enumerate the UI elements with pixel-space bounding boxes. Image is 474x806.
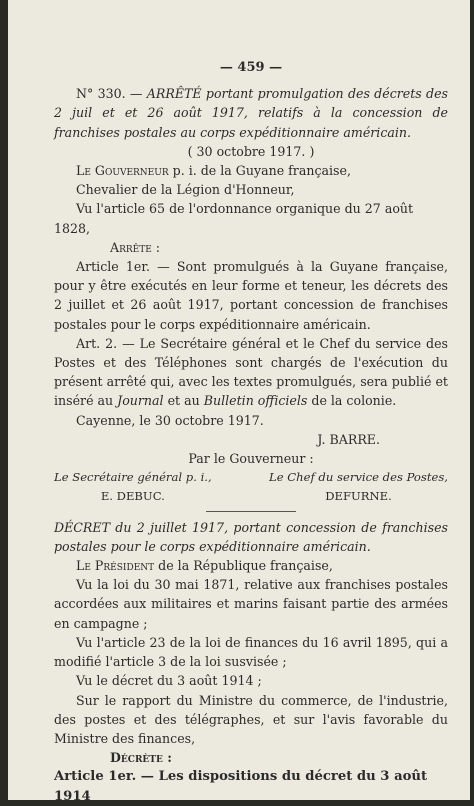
bulletin-ref: Bulletin officiels — [203, 393, 308, 409]
gouverneur-label: Le Gouverneur — [76, 163, 169, 179]
vu-2: Vu l'article 23 de la loi de finances du 16 avril 1895, qui a modifié l'article 3 de la loi susvisée ; — [54, 634, 448, 670]
president-label: Le Président — [76, 558, 155, 574]
gouverneur-rest: p. i. de la Guyane française, — [168, 163, 351, 179]
par-le-gouverneur: Par le Gouverneur : — [188, 451, 314, 467]
arrete-date: ( 30 octobre 1917. ) — [187, 143, 315, 159]
arrete-label: Arrête : — [110, 239, 161, 255]
decret-title: DÉCRET du 2 juillet 1917, portant concession de franchises postales pour le corps expéditionnaire américain. — [54, 519, 448, 554]
journal-ref: Journal — [117, 393, 164, 409]
left-name: E. DEBUC. — [100, 489, 165, 504]
section-divider — [206, 511, 296, 512]
signatory-left — [54, 468, 212, 506]
article-2-text-c: de la colonie. — [307, 393, 397, 409]
vu-3: Vu le décret du 3 août 1914 ; — [76, 673, 262, 689]
place-date: Cayenne, le 30 octobre 1917. — [76, 412, 264, 428]
president-line — [54, 556, 448, 575]
vu-1: Vu la loi du 30 mai 1871, relative aux franchises postales accordées aux militaires et marins faisant partie des armées en campagne ; — [54, 577, 448, 631]
chevalier-line: Chevalier de la Légion d'Honneur, — [76, 182, 295, 198]
right-name: DEFURNE. — [325, 489, 392, 504]
vu-line: Vu l'article 65 de l'ordonnance organique du 27 août 1828, — [54, 201, 414, 236]
arrete-title: — ARRÊTÉ portant promulgation des décrets des 2 juil et et 26 août 1917, relatifs à la concession de franchises postales au corps expéditionnaire américain. — [54, 86, 448, 140]
decrete-label: Décrète : — [110, 750, 172, 766]
sur-le-rapport: Sur le rapport du Ministre du commerce, de l'industrie, des postes et des télégraphes, et sur l'avis favorable du Ministre des finances, — [54, 692, 448, 746]
page-number: — 459 — — [219, 60, 283, 75]
article-2-text-a: Art. 2. — Le Secrétaire général et le Chef du service des Postes et des Téléphones sont chargés de l'exécution du présent arrêté qui, avec les textes promulgués, sera publié et inséré au — [54, 335, 448, 409]
signatory-right — [269, 468, 448, 506]
signature: J. BARRE. — [317, 431, 380, 447]
article-2 — [54, 334, 448, 411]
arrete-heading — [54, 84, 448, 142]
signatories — [54, 468, 448, 506]
article-1: Article 1er. — Sont promulgués à la Guyane française, pour y être exécutés en leur forme et teneur, les décrets des 2 juillet et 26 août 1917, portant concession de franchises postales pour le corps expéditionnaire américain. — [54, 259, 448, 332]
left-title: Le Secrétaire général p. i., — [54, 470, 212, 485]
arrete-number: N° 330. — [76, 86, 126, 102]
document-page — [8, 0, 470, 804]
right-title: Le Chef du service des Postes, — [269, 470, 448, 485]
decret-article-1: Article 1er. — Les dispositions du décret du 3 août 1914 — [54, 769, 428, 804]
gouverneur-line — [54, 161, 448, 180]
president-rest: de la République française, — [154, 558, 333, 574]
article-2-text-b: et au — [163, 393, 204, 409]
